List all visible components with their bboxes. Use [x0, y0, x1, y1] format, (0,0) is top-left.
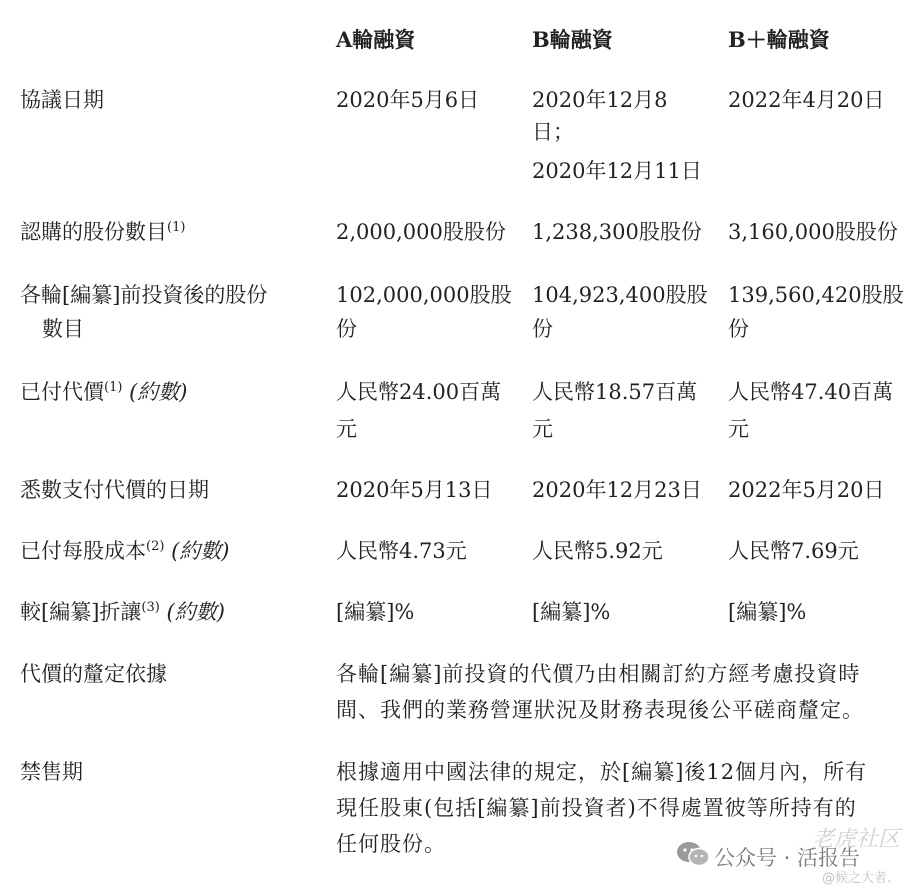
footnote-ref: (1)	[167, 220, 186, 235]
header-b-round: B輪融資	[532, 27, 613, 52]
watermark-account: 公众号 · 活报告	[714, 846, 861, 870]
cell-b-agreement-date-line3: 2020年12月11日	[532, 159, 702, 183]
cell-bplus-post-investment-shares-line1: 139,560,420股股	[728, 283, 904, 307]
consideration-basis-text	[336, 656, 904, 728]
cell-b-consideration-line2: 元	[532, 417, 553, 441]
cell-b-agreement-date-line2: 日；	[532, 120, 574, 144]
cell-b-subscribed-shares: 1,238,300股股份	[532, 220, 702, 244]
lockup-line1: 根據適用中國法律的規定，於[編纂]後12個月內，所有	[336, 760, 868, 784]
row-label-lockup-period: 禁售期	[20, 760, 83, 784]
consideration-basis-line2: 間、我們的業務營運狀況及財務表現後公平磋商釐定。	[336, 698, 864, 722]
cell-a-consideration-line2: 元	[336, 417, 357, 441]
cell-bplus-post-investment-shares-line2: 份	[728, 317, 749, 341]
lockup-line2: 現任股東(包括[編纂]前投資者)不得處置彼等所持有的	[336, 796, 857, 820]
cell-a-consideration-line1: 人民幣24.00百萬	[336, 380, 502, 404]
cell-a-agreement-date: 2020年5月6日	[336, 88, 480, 112]
row-label-post-investment-shares-line2: 數目	[42, 317, 84, 341]
footnote-ref: (3)	[141, 600, 160, 615]
footnote-ref: (2)	[146, 539, 165, 554]
footnote-ref: (1)	[104, 380, 123, 395]
consideration-basis-line1: 各輪[編纂]前投資的代價乃由相關訂約方經考慮投資時	[336, 662, 861, 686]
cell-b-consideration-line1: 人民幣18.57百萬	[532, 380, 698, 404]
row-label-discount: 較[編纂]折讓$^{(3)}$ (約數)	[20, 600, 225, 624]
cell-bplus-cost-per-share: 人民幣7.69元	[728, 539, 859, 563]
wechat-icon	[676, 840, 710, 873]
cell-bplus-subscribed-shares: 3,160,000股股份	[728, 220, 898, 244]
cell-a-post-investment-shares-line1: 102,000,000股股	[336, 283, 512, 307]
cell-bplus-full-payment-date: 2022年5月20日	[728, 478, 885, 502]
row-label-consideration-basis: 代價的釐定依據	[20, 662, 167, 686]
row-label-agreement-date: 協議日期	[20, 88, 104, 112]
cell-a-cost-per-share: 人民幣4.73元	[336, 539, 467, 563]
lockup-line3: 任何股份。	[336, 832, 446, 856]
header-bplus-round: B＋輪融資	[728, 27, 830, 52]
watermark-handle: @候之大者.	[822, 871, 892, 886]
row-label-consideration-paid: 已付代價$^{(1)}$ (約數)	[20, 380, 188, 404]
cell-bplus-consideration-line2: 元	[728, 417, 749, 441]
approx-note: (約數)	[129, 380, 188, 404]
cell-b-post-investment-shares-line2: 份	[532, 317, 553, 341]
approx-note: (約數)	[166, 600, 225, 624]
cell-b-post-investment-shares-line1: 104,923,400股股	[532, 283, 708, 307]
approx-note: (約數)	[171, 539, 230, 563]
cell-bplus-agreement-date: 2022年4月20日	[728, 88, 885, 112]
row-label-post-investment-shares-line1: 各輪[編纂]前投資後的股份	[20, 283, 268, 307]
cell-a-subscribed-shares: 2,000,000股股份	[336, 220, 506, 244]
header-a-round: A輪融資	[336, 27, 416, 52]
cell-a-discount: [編纂]%	[336, 600, 415, 624]
row-label-cost-per-share: 已付每股成本$^{(2)}$ (約數)	[20, 539, 230, 563]
cell-bplus-discount: [編纂]%	[728, 600, 807, 624]
watermark-community: 老虎社区	[812, 827, 901, 852]
row-label-subscribed-shares: 認購的股份數目$^{(1)}$	[20, 220, 186, 244]
row-label-full-payment-date: 悉數支付代價的日期	[20, 478, 209, 502]
cell-bplus-consideration-line1: 人民幣47.40百萬	[728, 380, 894, 404]
cell-b-cost-per-share: 人民幣5.92元	[532, 539, 663, 563]
cell-b-full-payment-date: 2020年12月23日	[532, 478, 702, 502]
cell-b-discount: [編纂]%	[532, 600, 611, 624]
cell-a-full-payment-date: 2020年5月13日	[336, 478, 493, 502]
cell-b-agreement-date-line1: 2020年12月8	[532, 88, 668, 112]
cell-a-post-investment-shares-line2: 份	[336, 317, 357, 341]
